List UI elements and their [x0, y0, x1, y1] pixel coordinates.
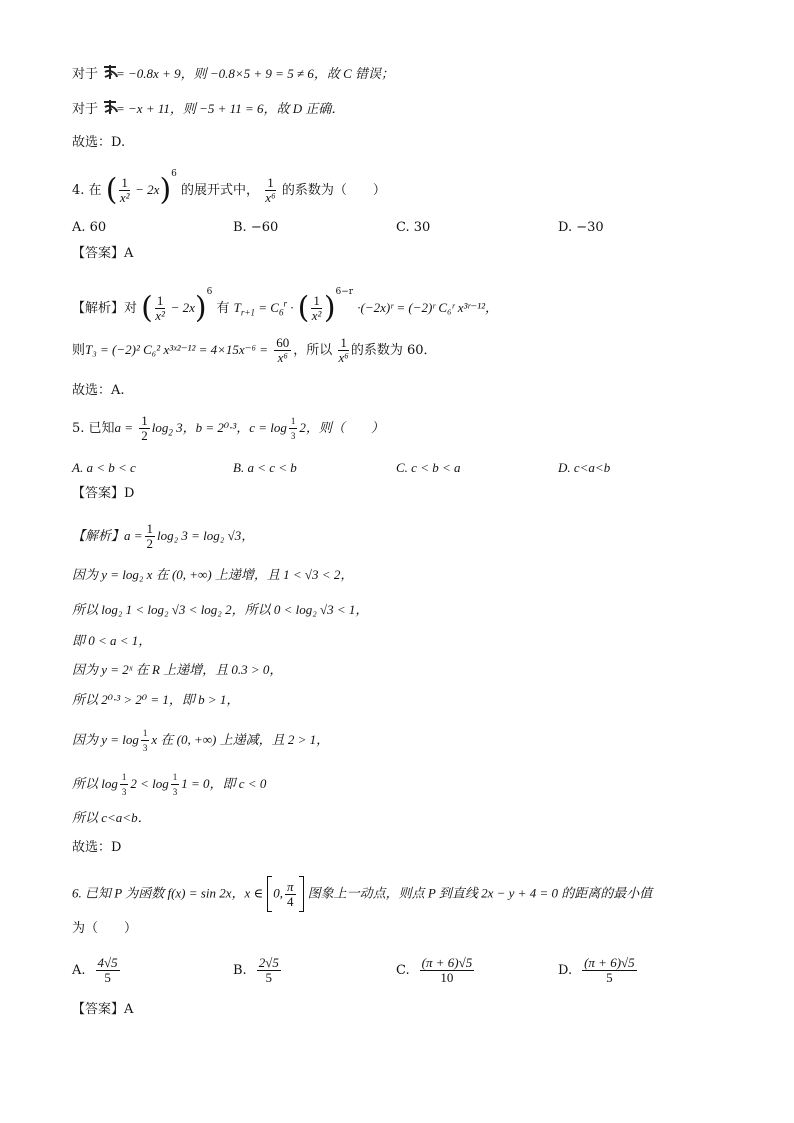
answer-label: 【答案】A	[72, 1002, 134, 1017]
explanation-line: 【解析】对 ( $\frac{1}{\text{x²}}$ − 2x)$^6$ 有 $T_{r+1} = C_6^r$ · ( $\frac{1}{\text{x²}}$ )$^{6-r}$ ·(−2x)ʳ = (−2)ʳ C₆ʳ x³ʳ⁻¹²，	[72, 287, 498, 326]
text-line	[72, 64, 394, 85]
option-d: D. −30	[558, 220, 604, 235]
text: 对于	[72, 102, 99, 117]
option-b: B. −60	[233, 220, 279, 235]
select-line: 故选：D.	[72, 135, 126, 150]
option-a: A. $\frac{4√5}{5}$	[72, 955, 118, 985]
explanation-line: 【解析】a = $\frac{1}{2}$ log₂ 3 = log₂ √3，	[72, 521, 255, 551]
question-number: 4. 在	[72, 183, 102, 198]
option-c: C. 30	[396, 220, 431, 235]
explanation-line: 所以 log₂ 1 < log₂ √3 < log₂ 2，所以 0 < log₂ √3 < 1，	[72, 602, 369, 617]
option-d: D. $\frac{(\pi + 6)√5}{5}$	[558, 955, 635, 985]
option-a: A. 60	[72, 220, 107, 235]
explanation-line: 因为 y = 2ˣ 在 R 上递增，且 0.3 > 0，	[72, 662, 283, 677]
option-a: A. a < b < c	[72, 460, 136, 475]
question-6-tail: 为（ ）	[72, 921, 138, 936]
explanation-line: 所以 c<a<b．	[72, 810, 151, 825]
explanation-line: 则T₃ = (−2)² C₆² x³ˣ²⁻¹² = 4×15x⁻⁶ = $\frac{60}{\text{x⁶}}$ ，所以 $\frac{1}{\text{x⁶}}$ 的系数为 60．	[72, 335, 437, 365]
select-line: 故选：D	[72, 840, 122, 855]
option-b: B. a < c < b	[233, 460, 297, 475]
answer-label: 【答案】A	[72, 246, 134, 261]
option-b: B. $\frac{2√5}{5}$	[233, 955, 279, 985]
question-6: 6. 已知 P 为函数 f(x) = sin 2x，x ∈ 0, $\frac{\pi}{4}$ 图象上一动点，则点 P 到直线 2x − y + 4 = 0 的距离的最小值	[72, 876, 652, 912]
explanation-line: 即 0 < a < 1，	[72, 633, 152, 648]
text: 对于	[72, 67, 99, 82]
explanation-line: 因为 y = log₂ x 在 (0, +∞) 上递增，且 1 < √3 < 2，	[72, 567, 354, 582]
answer-label: 【答案】D	[72, 486, 135, 501]
text-line	[72, 99, 344, 120]
equation: = −0.8x + 9，则 −0.8×5 + 9 = 5 ≠ 6，故 C 错误；	[116, 66, 394, 81]
explanation-line: 所以 2⁰·³ > 2⁰ = 1，即 b > 1，	[72, 692, 240, 707]
equation: = −x + 11，则 −5 + 11 = 6，故 D 正确．	[116, 101, 345, 116]
text: 的系数为（ ）	[281, 183, 386, 198]
explanation-line: 所以 log $\frac{1}{3}$ 2 < log $\frac{1}{3}$ 1 = 0，即 c < 0	[72, 772, 267, 797]
option-c: C. $\frac{(\pi + 6)√5}{10}$	[396, 955, 473, 985]
question-5: 5. 已知a = $\frac{1}{2}$ $\log_2 3$，b = 2⁰·³，c = log $\frac{1}{3}$ 2，则（ ）	[72, 413, 384, 443]
text: 的展开式中，	[181, 183, 260, 198]
option-d: D. c<a<b	[558, 460, 611, 475]
select-line: 故选：A.	[72, 383, 125, 398]
question-4: 4. 在 ( $\frac{1}{\text{x²}}$ − 2x)$^6$ 的展开式中， $\frac{1}{\text{x⁶}}$ 的系数为（ ）	[72, 169, 386, 208]
option-c: C. c < b < a	[396, 460, 461, 475]
explanation-line: 因为 y = log $\frac{1}{3}$ x 在 (0, +∞) 上递减，且 2 > 1，	[72, 728, 330, 753]
